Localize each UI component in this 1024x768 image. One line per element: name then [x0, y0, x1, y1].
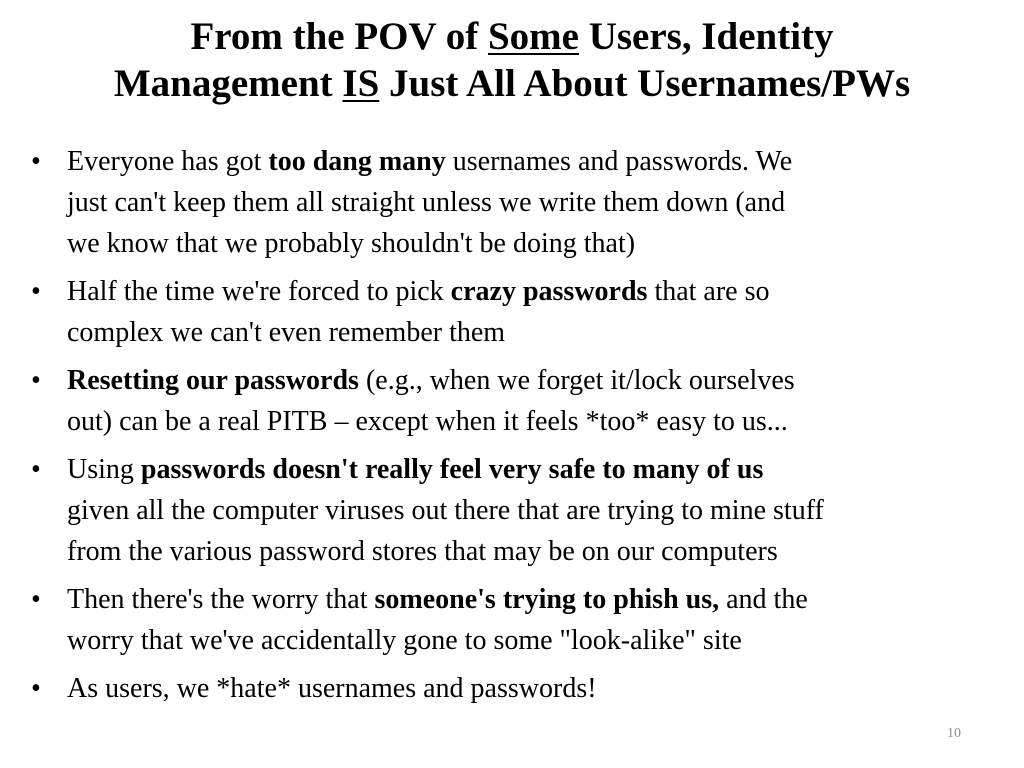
bullet-dot: • [31, 673, 41, 704]
bullet-2-text-post: that are so [647, 276, 770, 307]
title-line-2 [0, 60, 1024, 107]
bullet-item-2 [31, 271, 999, 353]
bullet-2-line-1 [67, 271, 999, 312]
bullet-5-text-post: and the [719, 584, 808, 615]
bullet-1-text-post: usernames and passwords. We [445, 146, 793, 177]
bullet-dot: • [31, 584, 41, 615]
bullet-1-text-pre: Everyone has got [67, 146, 269, 177]
bullet-dot: • [31, 146, 41, 177]
bullet-2-line-2: complex we can't even remember them [67, 317, 506, 348]
bullet-3-line-1 [67, 360, 999, 401]
bullet-4-line-3: from the various password stores that may be on our computers [67, 536, 778, 567]
bullet-dot: • [31, 276, 41, 307]
bullet-1-emphasis: too dang many [268, 146, 446, 177]
bullet-6-line-1: As users, we *hate* usernames and passwords! [67, 673, 597, 704]
bullet-dot: • [31, 454, 41, 485]
bullet-item-5 [31, 579, 999, 661]
bullet-4-emphasis: passwords doesn't really feel very safe to many of us [140, 454, 764, 485]
bullet-list [31, 141, 999, 716]
bullet-5-emphasis: someone's trying to phish us, [374, 584, 720, 615]
title-underlined-some: Some [487, 15, 579, 58]
bullet-item-3 [31, 360, 999, 442]
bullet-1-line-3: we know that we probably shouldn't be doing that) [67, 228, 636, 259]
slide-number: 10 [947, 726, 961, 741]
bullet-dot: • [31, 365, 41, 396]
bullet-5-text-pre: Then there's the worry that [67, 584, 375, 615]
bullet-4-line-1 [67, 449, 999, 490]
bullet-item-6 [31, 668, 999, 709]
title-line-2-pre: Management [113, 62, 343, 105]
bullet-3-emphasis: Resetting our passwords [67, 365, 359, 396]
slide-title [0, 13, 1024, 107]
bullet-5-line-2: worry that we've accidentally gone to some "look-alike" site [67, 625, 742, 656]
bullet-2-text-pre: Half the time we're forced to pick [67, 276, 451, 307]
bullet-4-text-pre: Using [67, 454, 141, 485]
title-line-1 [0, 13, 1024, 60]
bullet-5-line-1 [67, 579, 999, 620]
title-underlined-is: IS [342, 62, 380, 105]
bullet-1-line-2: just can't keep them all straight unless we write them down (and [67, 187, 786, 218]
bullet-3-line-2: out) can be a real PITB – except when it feels *too* easy to us... [67, 406, 788, 437]
bullet-item-1 [31, 141, 999, 264]
bullet-item-4 [31, 449, 999, 572]
title-line-1-pre: From the POV of [190, 15, 488, 58]
bullet-2-emphasis: crazy passwords [450, 276, 648, 307]
bullet-3-text-post: (e.g., when we forget it/lock ourselves [358, 365, 795, 396]
bullet-1-line-1 [67, 141, 999, 182]
title-line-1-post: Users, Identity [578, 15, 834, 58]
bullet-4-line-2: given all the computer viruses out there that are trying to mine stuff [67, 495, 824, 526]
title-line-2-post: Just All About Usernames/PWs [379, 62, 911, 105]
